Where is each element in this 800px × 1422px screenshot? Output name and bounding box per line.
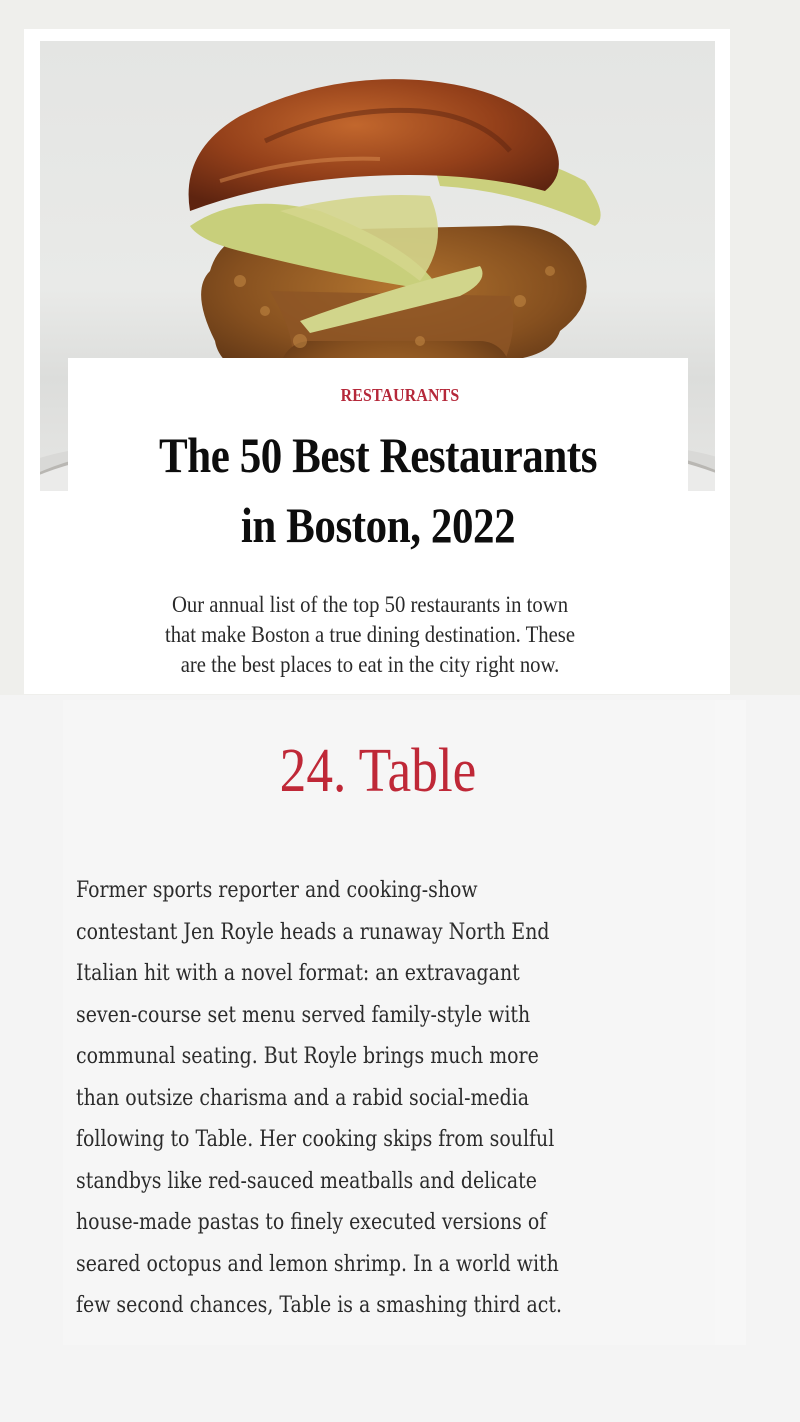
body-line: Former sports reporter and cooking-show (76, 878, 478, 903)
body-line: communal seating. But Royle brings much more (76, 1044, 539, 1069)
body-line: house-made pastas to finely executed versions of (76, 1210, 547, 1235)
page-title-line-2: in Boston, 2022 (240, 497, 516, 553)
section-kicker[interactable]: RESTAURANTS (340, 385, 460, 405)
dek-line: that make Boston a true dining destination. These (164, 622, 576, 647)
body-line: following to Table. Her cooking skips from soulful (76, 1127, 555, 1152)
body-line: Italian hit with a novel format: an extravagant (76, 961, 520, 986)
page-title-line-1: The 50 Best Restaurants (158, 427, 598, 483)
body-line: seared octopus and lemon shrimp. In a world with (76, 1251, 559, 1277)
dek-line: Our annual list of the top 50 restaurants in town (171, 592, 569, 617)
body-line: contestant Jen Royle heads a runaway North End (76, 919, 550, 945)
body-line: seven-course set menu served family-style with (76, 1002, 531, 1028)
body-line: few second chances, Table is a smashing third act. (76, 1293, 562, 1318)
article-dek (37, 590, 703, 680)
page-title (53, 420, 703, 560)
restaurant-title: 24. Table (279, 737, 477, 805)
dek-line: are the best places to eat in the city right now. (180, 652, 560, 677)
body-line: than outsize charisma and a rabid social-media (76, 1085, 530, 1111)
body-line: standbys like red-sauced meatballs and delicate (76, 1168, 537, 1194)
restaurant-description (76, 870, 712, 1327)
